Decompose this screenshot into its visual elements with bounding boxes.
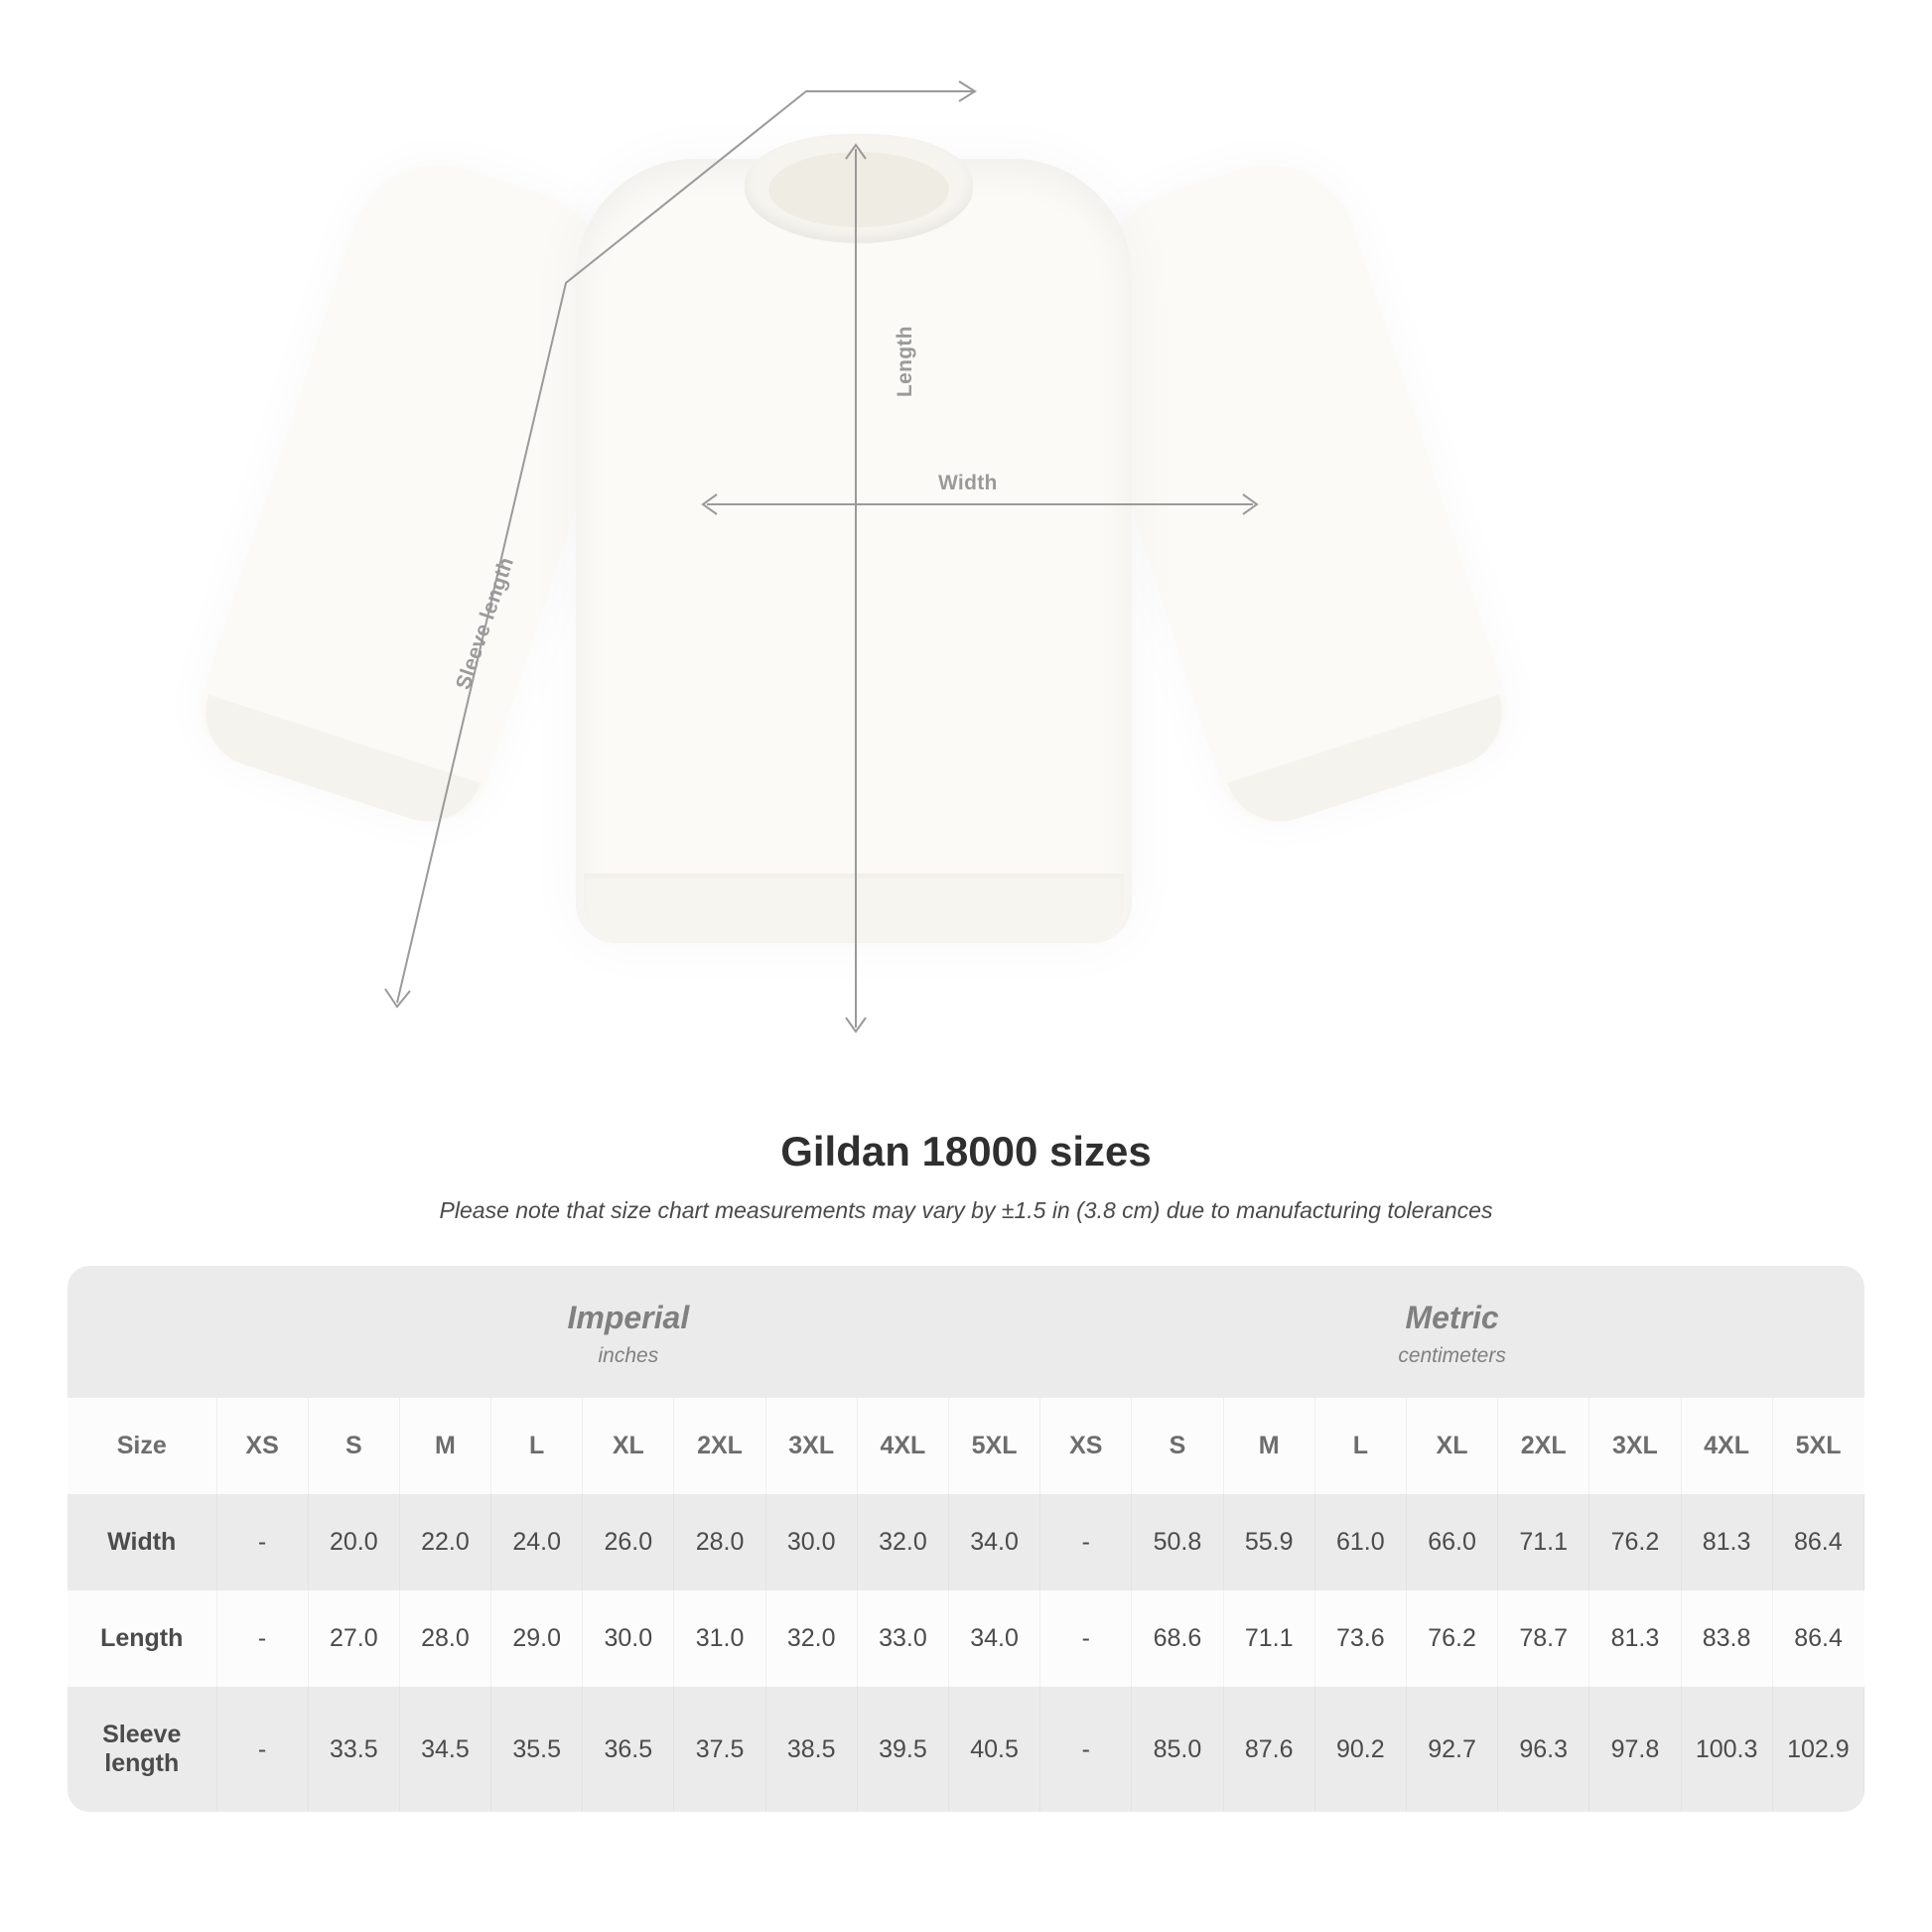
size-header-metric-2xl: 2XL xyxy=(1498,1398,1589,1494)
cell-sleeve-length-metric-4xl: 100.3 xyxy=(1681,1687,1772,1812)
size-header-metric-3xl: 3XL xyxy=(1589,1398,1681,1494)
table-row xyxy=(68,1590,1864,1687)
cell-length-imperial-4xl: 33.0 xyxy=(857,1590,948,1687)
label-width: Width xyxy=(938,472,998,494)
unit-header-row xyxy=(68,1266,1864,1398)
cell-width-metric-2xl: 71.1 xyxy=(1498,1494,1589,1590)
cell-length-imperial-2xl: 31.0 xyxy=(674,1590,765,1687)
cell-sleeve-length-imperial-xl: 36.5 xyxy=(583,1687,674,1812)
unit-name: Imperial xyxy=(567,1300,690,1335)
size-header-imperial-5xl: 5XL xyxy=(949,1398,1040,1494)
cell-sleeve-length-metric-l: 90.2 xyxy=(1314,1687,1406,1812)
size-header-imperial-3xl: 3XL xyxy=(765,1398,857,1494)
size-header-metric-m: M xyxy=(1223,1398,1314,1494)
cell-sleeve-length-metric-2xl: 96.3 xyxy=(1498,1687,1589,1812)
tolerance-note: Please note that size chart measurements may vary by ±1.5 in (3.8 cm) due to manufacturing tolerances xyxy=(439,1197,1493,1223)
unit-subtitle: centimeters xyxy=(1398,1344,1506,1367)
cell-sleeve-length-metric-m: 87.6 xyxy=(1223,1687,1314,1812)
cell-length-metric-l: 73.6 xyxy=(1314,1590,1406,1687)
unit-name: Metric xyxy=(1405,1300,1499,1335)
cell-sleeve-length-imperial-l: 35.5 xyxy=(491,1687,583,1812)
cell-width-imperial-s: 20.0 xyxy=(308,1494,399,1590)
cell-width-imperial-xl: 26.0 xyxy=(583,1494,674,1590)
size-header-imperial-m: M xyxy=(399,1398,490,1494)
size-header-metric-l: L xyxy=(1314,1398,1406,1494)
cell-length-metric-5xl: 86.4 xyxy=(1772,1590,1863,1687)
cell-width-imperial-xs: - xyxy=(216,1494,308,1590)
label-length: Length xyxy=(894,326,916,397)
cell-width-metric-3xl: 76.2 xyxy=(1589,1494,1681,1590)
cuff-right xyxy=(1227,695,1516,836)
unit-header-imperial xyxy=(216,1266,1040,1398)
cell-length-imperial-m: 28.0 xyxy=(399,1590,490,1687)
cell-sleeve-length-metric-3xl: 97.8 xyxy=(1589,1687,1681,1812)
cell-width-metric-m: 55.9 xyxy=(1223,1494,1314,1590)
size-header-metric-5xl: 5XL xyxy=(1772,1398,1863,1494)
cell-length-metric-xs: - xyxy=(1040,1590,1132,1687)
row-label-width: Width xyxy=(68,1494,216,1590)
unit-subtitle: inches xyxy=(598,1344,659,1367)
sweatshirt-body xyxy=(576,159,1132,943)
size-header-label: Size xyxy=(68,1398,216,1494)
size-header-metric-s: S xyxy=(1132,1398,1223,1494)
cell-sleeve-length-metric-xs: - xyxy=(1040,1687,1132,1812)
cell-length-metric-2xl: 78.7 xyxy=(1498,1590,1589,1687)
cell-sleeve-length-metric-s: 85.0 xyxy=(1132,1687,1223,1812)
size-header-metric-xl: XL xyxy=(1406,1398,1497,1494)
size-header-imperial-xs: XS xyxy=(216,1398,308,1494)
cell-sleeve-length-imperial-xs: - xyxy=(216,1687,308,1812)
size-header-imperial-xl: XL xyxy=(583,1398,674,1494)
collar-inner xyxy=(768,152,949,227)
cell-sleeve-length-imperial-2xl: 37.5 xyxy=(674,1687,765,1812)
cell-length-imperial-xl: 30.0 xyxy=(583,1590,674,1687)
cell-length-metric-xl: 76.2 xyxy=(1406,1590,1497,1687)
size-header-metric-4xl: 4XL xyxy=(1681,1398,1772,1494)
cell-length-imperial-5xl: 34.0 xyxy=(949,1590,1040,1687)
cuff-left xyxy=(192,695,481,836)
cell-width-imperial-2xl: 28.0 xyxy=(674,1494,765,1590)
sweatshirt-graphic xyxy=(328,104,1320,998)
cell-width-imperial-3xl: 30.0 xyxy=(765,1494,857,1590)
unit-header-metric xyxy=(1040,1266,1864,1398)
size-header-imperial-s: S xyxy=(308,1398,399,1494)
sleeve-arrow-top xyxy=(959,81,975,101)
cell-length-metric-3xl: 81.3 xyxy=(1589,1590,1681,1687)
length-arrow-bottom xyxy=(846,1018,866,1032)
cell-width-metric-4xl: 81.3 xyxy=(1681,1494,1772,1590)
size-header-imperial-2xl: 2XL xyxy=(674,1398,765,1494)
size-chart xyxy=(68,1266,1864,1812)
page-title: Gildan 18000 sizes xyxy=(780,1128,1152,1174)
cell-width-metric-l: 61.0 xyxy=(1314,1494,1406,1590)
cell-sleeve-length-imperial-3xl: 38.5 xyxy=(765,1687,857,1812)
size-header-row xyxy=(68,1398,1864,1494)
cell-width-imperial-l: 24.0 xyxy=(491,1494,583,1590)
size-header-imperial-4xl: 4XL xyxy=(857,1398,948,1494)
label-sleeve-length: Sleeve length xyxy=(452,554,519,693)
cell-sleeve-length-imperial-m: 34.5 xyxy=(399,1687,490,1812)
row-label-sleeve-length: Sleeve length xyxy=(68,1687,216,1812)
cell-sleeve-length-imperial-s: 33.5 xyxy=(308,1687,399,1812)
cell-width-imperial-5xl: 34.0 xyxy=(949,1494,1040,1590)
cell-width-metric-xl: 66.0 xyxy=(1406,1494,1497,1590)
table-row xyxy=(68,1494,1864,1590)
cell-width-imperial-m: 22.0 xyxy=(399,1494,490,1590)
cell-width-imperial-4xl: 32.0 xyxy=(857,1494,948,1590)
cell-sleeve-length-metric-xl: 92.7 xyxy=(1406,1687,1497,1812)
row-label-length: Length xyxy=(68,1590,216,1687)
cell-width-metric-xs: - xyxy=(1040,1494,1132,1590)
cell-sleeve-length-imperial-4xl: 39.5 xyxy=(857,1687,948,1812)
cell-length-imperial-l: 29.0 xyxy=(491,1590,583,1687)
cell-length-imperial-s: 27.0 xyxy=(308,1590,399,1687)
cell-sleeve-length-metric-5xl: 102.9 xyxy=(1772,1687,1863,1812)
cell-length-metric-s: 68.6 xyxy=(1132,1590,1223,1687)
cell-length-imperial-3xl: 32.0 xyxy=(765,1590,857,1687)
cell-width-metric-5xl: 86.4 xyxy=(1772,1494,1863,1590)
size-header-imperial-l: L xyxy=(491,1398,583,1494)
cell-sleeve-length-imperial-5xl: 40.5 xyxy=(949,1687,1040,1812)
unit-header-spacer xyxy=(68,1266,216,1398)
table-row xyxy=(68,1687,1864,1812)
cell-length-imperial-xs: - xyxy=(216,1590,308,1687)
cell-length-metric-m: 71.1 xyxy=(1223,1590,1314,1687)
cell-width-metric-s: 50.8 xyxy=(1132,1494,1223,1590)
size-header-metric-xs: XS xyxy=(1040,1398,1132,1494)
cell-length-metric-4xl: 83.8 xyxy=(1681,1590,1772,1687)
size-table xyxy=(68,1266,1864,1812)
